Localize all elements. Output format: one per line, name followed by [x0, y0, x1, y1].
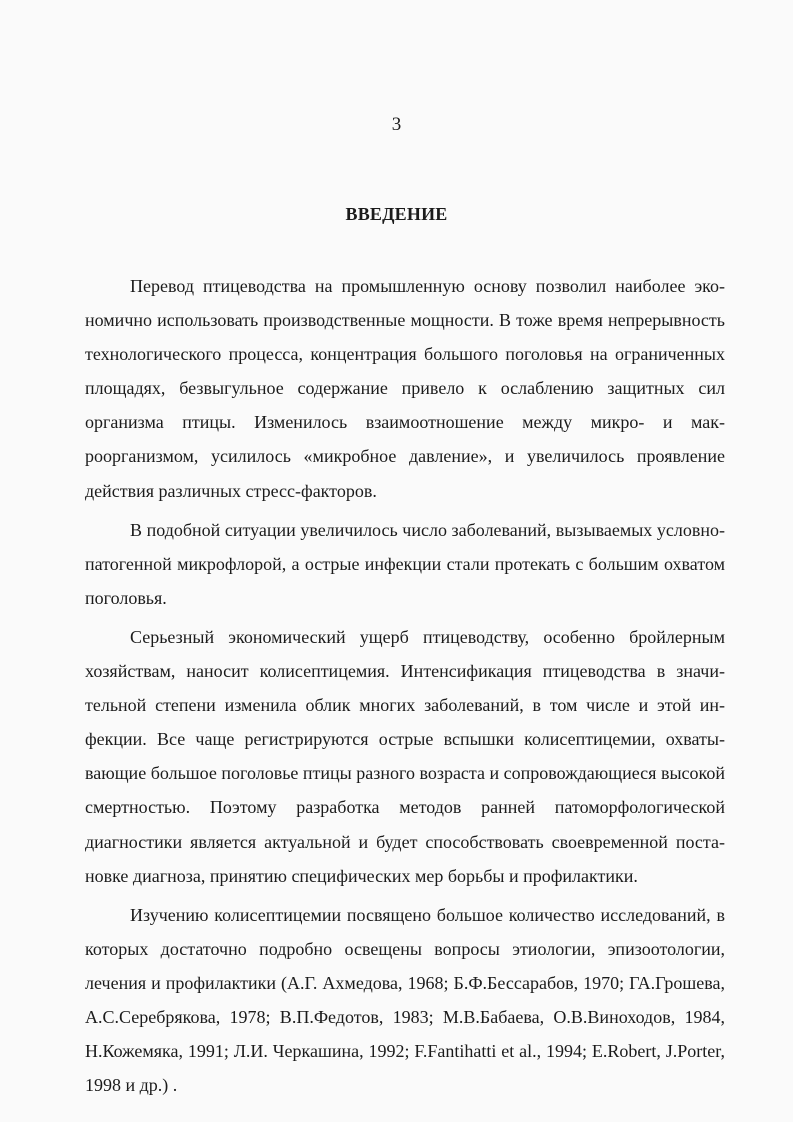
paragraph: Изучению колисептицемии посвящено большое количество исследований, в которых достаточно подробно освещены вопросы этиологии, эпизоотологии, лечения и профилактики (А.Г. Ахмедова, 1968; Б.Ф.Бессарабов, 1970; ГА.Грошева, А.С.Серебрякова, 1978; В.П.Федотов, 1983; М.В.Бабаева, О.В.Виноходов, 1984, Н.Кожемяка, 1991; Л.И. Черкашина, 1992; F.Fantihatti et al., 1994; E.Robert, J.Porter, 1998 и др.) .	[85, 904, 725, 1096]
paragraph: Перевод птицеводства на промышленную основу позволил наиболее экономично использовать производственные мощности. В тоже время непрерывность технологического процесса, концентрация большого поголовья на ограниченных площадях, безвыгульное содержание привело к ослаблению защитных сил организма птицы. Изменилось взаимоотношение между микро- и макроорганизмом, усилилось «микробное давление», и увеличилось проявление действия различных стресс-факторов.	[85, 276, 725, 501]
paragraph: В подобной ситуации увеличилось число заболеваний, вызываемых условно-патогенной микрофлорой, а острые инфекции стали протекать с большим охватом поголовья.	[85, 519, 725, 608]
paragraph: Серьезный экономический ущерб птицеводству, особенно бройлерным хозяйствам, наносит колисептицемия. Интенсификация птицеводства в значительной степени изменила облик многих заболеваний, в том числе и этой инфекции. Все чаще регистрируются острые вспышки колисептицемии, охватывающие большое поголовье птицы разного возраста и сопровождающиеся высокой смертностью. Поэтому разработка методов ранней патоморфологической диагностики является актуальной и будет способствовать своевременной постановке диагноза, принятию специфических мер борьбы и профилактики.	[85, 626, 725, 886]
page-number: 3	[391, 114, 402, 135]
section-heading: ВВЕДЕНИЕ	[345, 204, 448, 224]
body-text	[85, 269, 725, 1102]
